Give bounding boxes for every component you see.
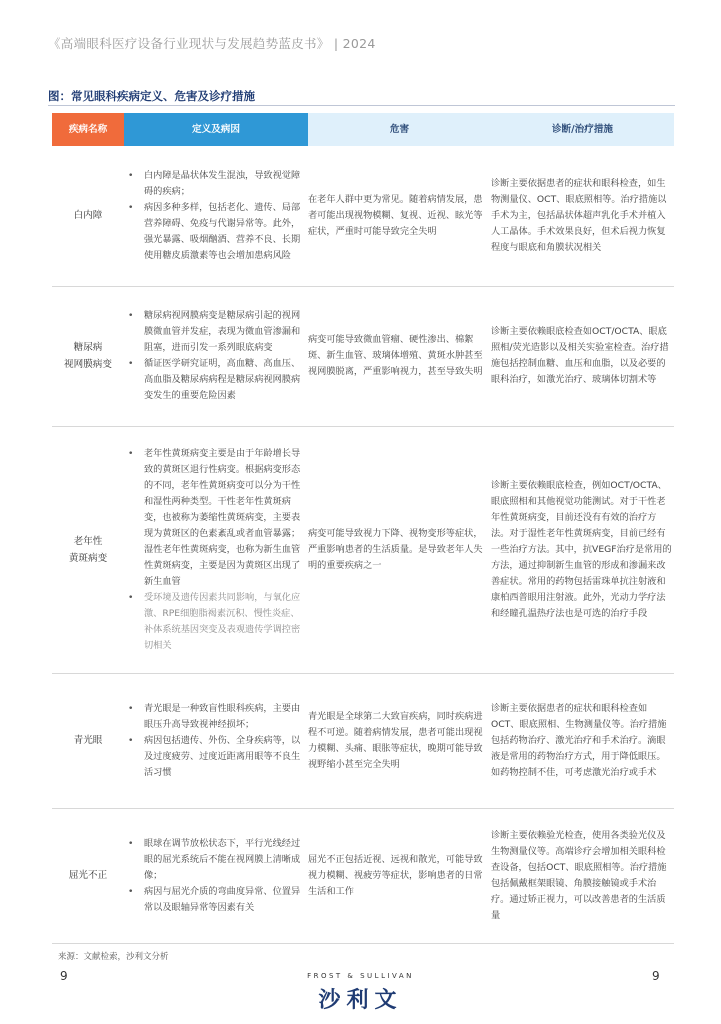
table-row [52, 286, 674, 426]
harm-cell: 病变可能导致视力下降、视物变形等症状，严重影响患者的生活质量。是导致老年人失明的重要疾病之一 [308, 426, 491, 673]
page-number-left: 9 [60, 969, 68, 983]
disease-name-cell [52, 673, 124, 808]
title-divider [48, 105, 675, 106]
definition-item: • 老年性黄斑病变主要是由于年龄增长导致的黄斑区退行性病变。根据病变形态的不同，老年性黄斑病变可以分为干性和湿性两种类型。干性老年性黄斑病变，也被称为萎缩性黄斑病变，主要表现为黄斑区的色素紊乱或者血管暴露；湿性老年性黄斑病变，也称为新生血管性黄斑病变，主要是因为黄斑区出现了新生血管 [124, 446, 308, 590]
table-row [52, 146, 674, 286]
harm-cell: 在老年人群中更为常见。随着病情发展，患者可能出现视物模糊、复视、近视、眩光等症状，严重时可能导致完全失明 [308, 146, 491, 286]
definition-cell [124, 673, 308, 808]
disease-table [52, 113, 674, 944]
harm-cell: 屈光不正包括近视、远视和散光，可能导致视力模糊、视疲劳等症状，影响患者的日常生活和工作 [308, 808, 491, 943]
disease-name-cell [52, 426, 124, 673]
header-harm: 危害 [308, 113, 491, 146]
disease-name: 屈光不正 [68, 870, 108, 881]
disease-name-cell [52, 808, 124, 943]
disease-name-cell [52, 146, 124, 286]
definition-cell [124, 146, 308, 286]
definition-cell [124, 808, 308, 943]
definition-item: • 眼球在调节放松状态下，平行光线经过眼的屈光系统后不能在视网膜上清晰成像； [124, 836, 308, 884]
diagnosis-cell: 诊断主要依据患者的症状和眼科检查如OCT、眼底照相、生物测量仪等。治疗措施包括药物治疗、激光治疗和手术治疗。滴眼液是常用的药物治疗方式，用于降低眼压。如药物控制不佳，可考虑激光治疗或手术 [491, 673, 674, 808]
figure-title: 图：常见眼科疾病定义、危害及诊疗措施 [48, 89, 255, 103]
brand-logo-cn: 沙利文 [318, 988, 403, 1013]
harm-cell: 病变可能导致微血管瘤、硬性渗出、棉絮斑、新生血管、玻璃体增殖、黄斑水肿甚至视网膜脱离，严重影响视力，甚至导致失明 [308, 286, 491, 426]
definition-item: • 病因与屈光介质的弯曲度异常、位置异常以及眼轴异常等因素有关 [124, 884, 308, 916]
definition-item: • 糖尿病视网膜病变是糖尿病引起的视网膜微血管并发症，表现为微血管渗漏和阻塞，进而引发一系列眼底病变 [124, 308, 308, 356]
table-row [52, 426, 674, 673]
definition-item: • 青光眼是一种致盲性眼科疾病，主要由眼压升高导致视神经损坏； [124, 701, 308, 733]
definition-item: • 白内障是晶状体发生混浊，导致视觉障碍的疾病； [124, 168, 308, 200]
source-note: 来源：文献检索，沙利文分析 [58, 952, 169, 962]
header-diagnosis: 诊断/治疗措施 [491, 113, 674, 146]
disease-name: 老年性 [73, 535, 103, 547]
disease-name: 黄斑病变 [68, 552, 108, 564]
disease-name: 青光眼 [73, 735, 103, 746]
definition-item: • 循证医学研究证明，高血糖、高血压、高血脂及糖尿病病程是糖尿病视网膜病变发生的重要危险因素 [124, 356, 308, 404]
diagnosis-cell: 诊断主要依赖眼底检查，例如OCT/OCTA、眼底照相和其他视觉功能测试。对于干性老年性黄斑病变，目前还没有有效的治疗方法。对于湿性老年性黄斑病变，目前已经有一些治疗方法。其中，抗VEGF治疗是常用的方法，通过抑制新生血管的形成和渗漏来改善症状。常用的药物包括雷珠单抗注射液和康柏西普眼用注射液。此外，光动力学疗法和经瞳孔温热疗法也是可选的治疗手段 [491, 426, 674, 673]
definition-item-secondary: • 受环境及遗传因素共同影响，与氧化应激、RPE细胞脂褐素沉积、慢性炎症、补体系统基因突变及表观遗传学调控密切相关 [124, 590, 308, 654]
page-number-right: 9 [652, 969, 660, 983]
diagnosis-cell: 诊断主要依赖眼底检查如OCT/OCTA、眼底照相/荧光造影以及相关实验室检查。治疗措施包括控制血糖、血压和血脂，以及必要的眼科治疗，如激光治疗、玻璃体切割术等 [491, 286, 674, 426]
harm-cell: 青光眼是全球第二大致盲疾病，同时疾病进程不可逆。随着病情发展，患者可能出现视力模糊、头痛、眼胀等症状，晚期可能导致视野缩小甚至完全失明 [308, 673, 491, 808]
definition-item: • 病因多种多样，包括老化、遗传、局部营养障碍、免疫与代谢异常等。此外，强光暴露、吸烟酗酒、营养不良、长期使用糖皮质激素等也会增加患病风险 [124, 200, 308, 264]
header-disease-name: 疾病名称 [52, 113, 124, 146]
disease-name: 视网膜病变 [64, 359, 112, 370]
table-header-row [52, 113, 674, 146]
brand-name-en: FROST & SULLIVAN [307, 972, 414, 980]
table-row [52, 673, 674, 808]
diagnosis-cell: 诊断主要依据患者的症状和眼科检查，如生物测量仪、OCT、眼底照相等。治疗措施以手术为主，包括晶状体超声乳化手术并植入人工晶体。手术效果良好，但术后视力恢复程度与眼底和角膜状况相关 [491, 146, 674, 286]
diagnosis-cell: 诊断主要依赖验光检查，使用各类验光仪及生物测量仪等。高端诊疗会增加相关眼科检查设备，包括OCT、眼底照相等。治疗措施包括佩戴框架眼镜、角膜接触镜或手术治疗。通过矫正视力，可以改善患者的生活质量 [491, 808, 674, 943]
disease-name: 白内障 [73, 210, 103, 222]
definition-cell [124, 426, 308, 673]
document-header: 《高端眼科医疗设备行业现状与发展趋势蓝皮书》 | 2024 [48, 36, 376, 51]
disease-name-cell [52, 286, 124, 426]
header-definition: 定义及病因 [124, 113, 308, 146]
disease-name: 糖尿病 [73, 342, 103, 353]
table-row [52, 808, 674, 943]
definition-item: • 病因包括遗传、外伤、全身疾病等，以及过度疲劳、过度近距离用眼等不良生活习惯 [124, 733, 308, 781]
definition-cell [124, 286, 308, 426]
